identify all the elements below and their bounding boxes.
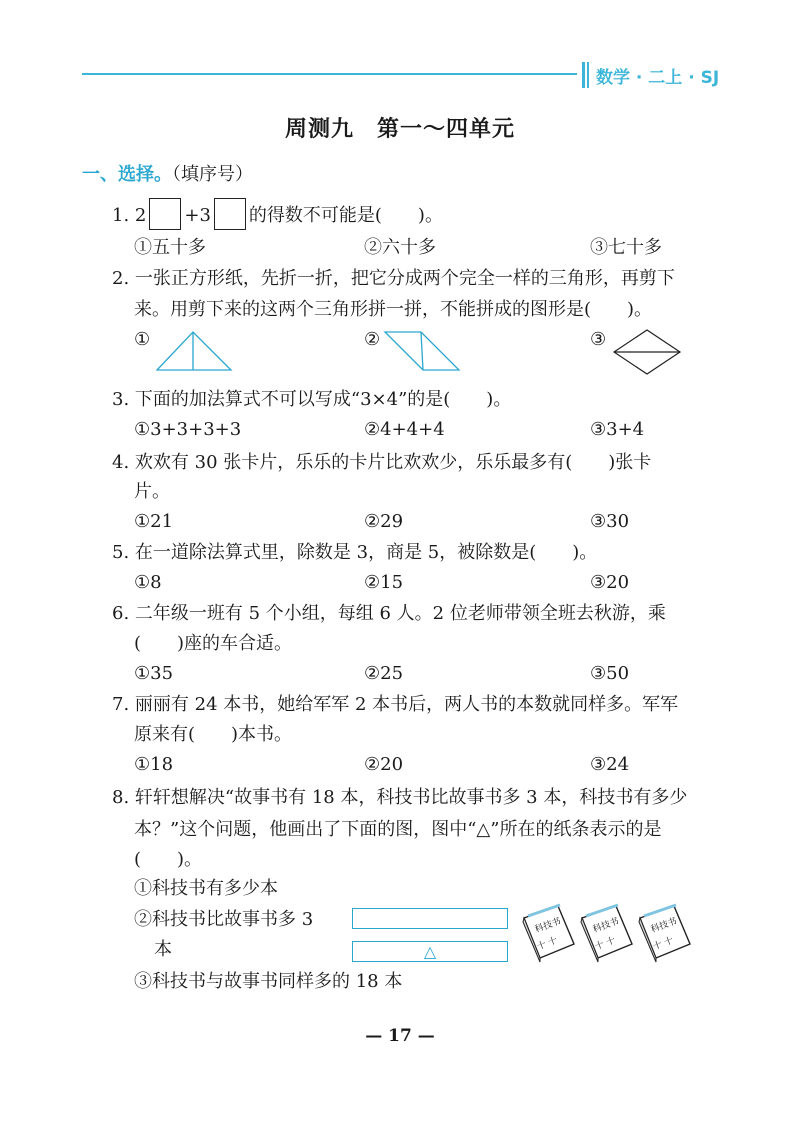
q5-option-3[interactable]: ③20	[590, 572, 630, 593]
q8-option-2-cont: 本	[154, 939, 172, 960]
science-books-illustration	[520, 900, 700, 970]
q3-option-2[interactable]: ②4+4+4	[364, 419, 445, 440]
book-icon	[578, 900, 636, 962]
q8-line-2: 本？”这个问题，他画出了下面的图，图中“△”所在的纸条表示的是	[134, 819, 662, 840]
q1-plus: +3	[184, 205, 211, 226]
q3-text: 3. 下面的加法算式不可以写成“3×4”的是( )。	[112, 389, 512, 410]
q6-option-3[interactable]: ③50	[590, 663, 630, 684]
header-tag: 数学 · 二上 · SJ	[596, 68, 720, 88]
q1-option-2[interactable]: ②六十多	[364, 237, 436, 258]
q2-line-1: 2. 一张正方形纸，先折一折，把它分成两个完全一样的三角形，再剪下	[112, 268, 675, 289]
page-number: — 17 —	[365, 1026, 435, 1046]
q1-num: 1. 2	[112, 205, 147, 226]
book-icon	[520, 900, 578, 962]
q4-line-1: 4. 欢欢有 30 张卡片，乐乐的卡片比欢欢少，乐乐最多有( )张卡	[112, 452, 652, 473]
q2-option-2[interactable]: ②	[364, 329, 381, 350]
story-book-strip	[352, 908, 508, 929]
q4-option-2[interactable]: ②29	[364, 511, 404, 532]
q2-option-1[interactable]: ①	[134, 329, 151, 350]
q8-line-3: ( )。	[134, 849, 203, 870]
q7-option-1[interactable]: ①18	[134, 754, 174, 775]
svg-text:十 十: 十 十	[535, 935, 559, 953]
section-note: （填序号）	[172, 164, 253, 185]
book-label: 科技书	[533, 916, 563, 936]
q1-tail: 的得数不可能是( )。	[248, 205, 443, 226]
shape-triangle-figure	[155, 330, 235, 372]
q7-line-2: 原来有( )本书。	[134, 724, 293, 745]
q7-line-1: 7. 丽丽有 24 本书，她给军军 2 本书后，两人书的本数就同样多。军军	[112, 694, 679, 715]
q4-option-3[interactable]: ③30	[590, 511, 630, 532]
svg-text:十 十: 十 十	[651, 935, 675, 953]
book-label: 科技书	[591, 916, 621, 936]
svg-text:十 十: 十 十	[593, 935, 617, 953]
q6-line-1: 6. 二年级一班有 5 个小组，每组 6 人。2 位老师带领全班去秋游，乘	[112, 603, 666, 624]
answer-box[interactable]	[149, 198, 181, 230]
book-label: 科技书	[649, 916, 679, 936]
q8-option-3[interactable]: ③科技书与故事书同样多的 18 本	[134, 971, 403, 992]
q5-option-1[interactable]: ①8	[134, 572, 162, 593]
q8-option-1[interactable]: ①科技书有多少本	[134, 878, 278, 899]
page-title: 周测九 第一～四单元	[284, 116, 515, 142]
header-bar	[587, 62, 589, 88]
header-rule	[82, 73, 577, 75]
q2-option-3[interactable]: ③	[590, 329, 607, 350]
answer-box[interactable]	[214, 198, 246, 230]
q1-option-1[interactable]: ①五十多	[134, 237, 206, 258]
triangle-marker: △	[423, 942, 437, 961]
q6-line-2: ( )座的车合适。	[134, 633, 293, 654]
q6-option-1[interactable]: ①35	[134, 663, 174, 684]
shape-rhombus-figure	[612, 328, 682, 378]
q4-option-1[interactable]: ①21	[134, 511, 174, 532]
triangle-strip	[352, 941, 508, 962]
header-bar	[582, 62, 585, 88]
section-label: 一、选择。	[82, 164, 172, 185]
q2-line-2: 来。用剪下来的这两个三角形拼一拼，不能拼成的图形是( )。	[134, 299, 653, 320]
section-heading	[82, 160, 253, 186]
shape-parallelogram-figure	[383, 330, 463, 372]
q8-option-2[interactable]: ②科技书比故事书多 3	[134, 909, 314, 930]
q5-option-2[interactable]: ②15	[364, 572, 404, 593]
q3-option-3[interactable]: ③3+4	[590, 419, 645, 440]
q5-text: 5. 在一道除法算式里，除数是 3，商是 5，被除数是( )。	[112, 542, 598, 563]
q3-option-1[interactable]: ①3+3+3+3	[134, 419, 242, 440]
q7-option-2[interactable]: ②20	[364, 754, 404, 775]
q1-option-3[interactable]: ③七十多	[590, 237, 662, 258]
q4-line-2: 片。	[134, 481, 170, 502]
q1-text	[112, 200, 443, 232]
q7-option-3[interactable]: ③24	[590, 754, 630, 775]
q6-option-2[interactable]: ②25	[364, 663, 404, 684]
book-icon	[636, 900, 694, 962]
q8-line-1: 8. 轩轩想解决“故事书有 18 本，科技书比故事书多 3 本，科技书有多少	[112, 787, 688, 808]
